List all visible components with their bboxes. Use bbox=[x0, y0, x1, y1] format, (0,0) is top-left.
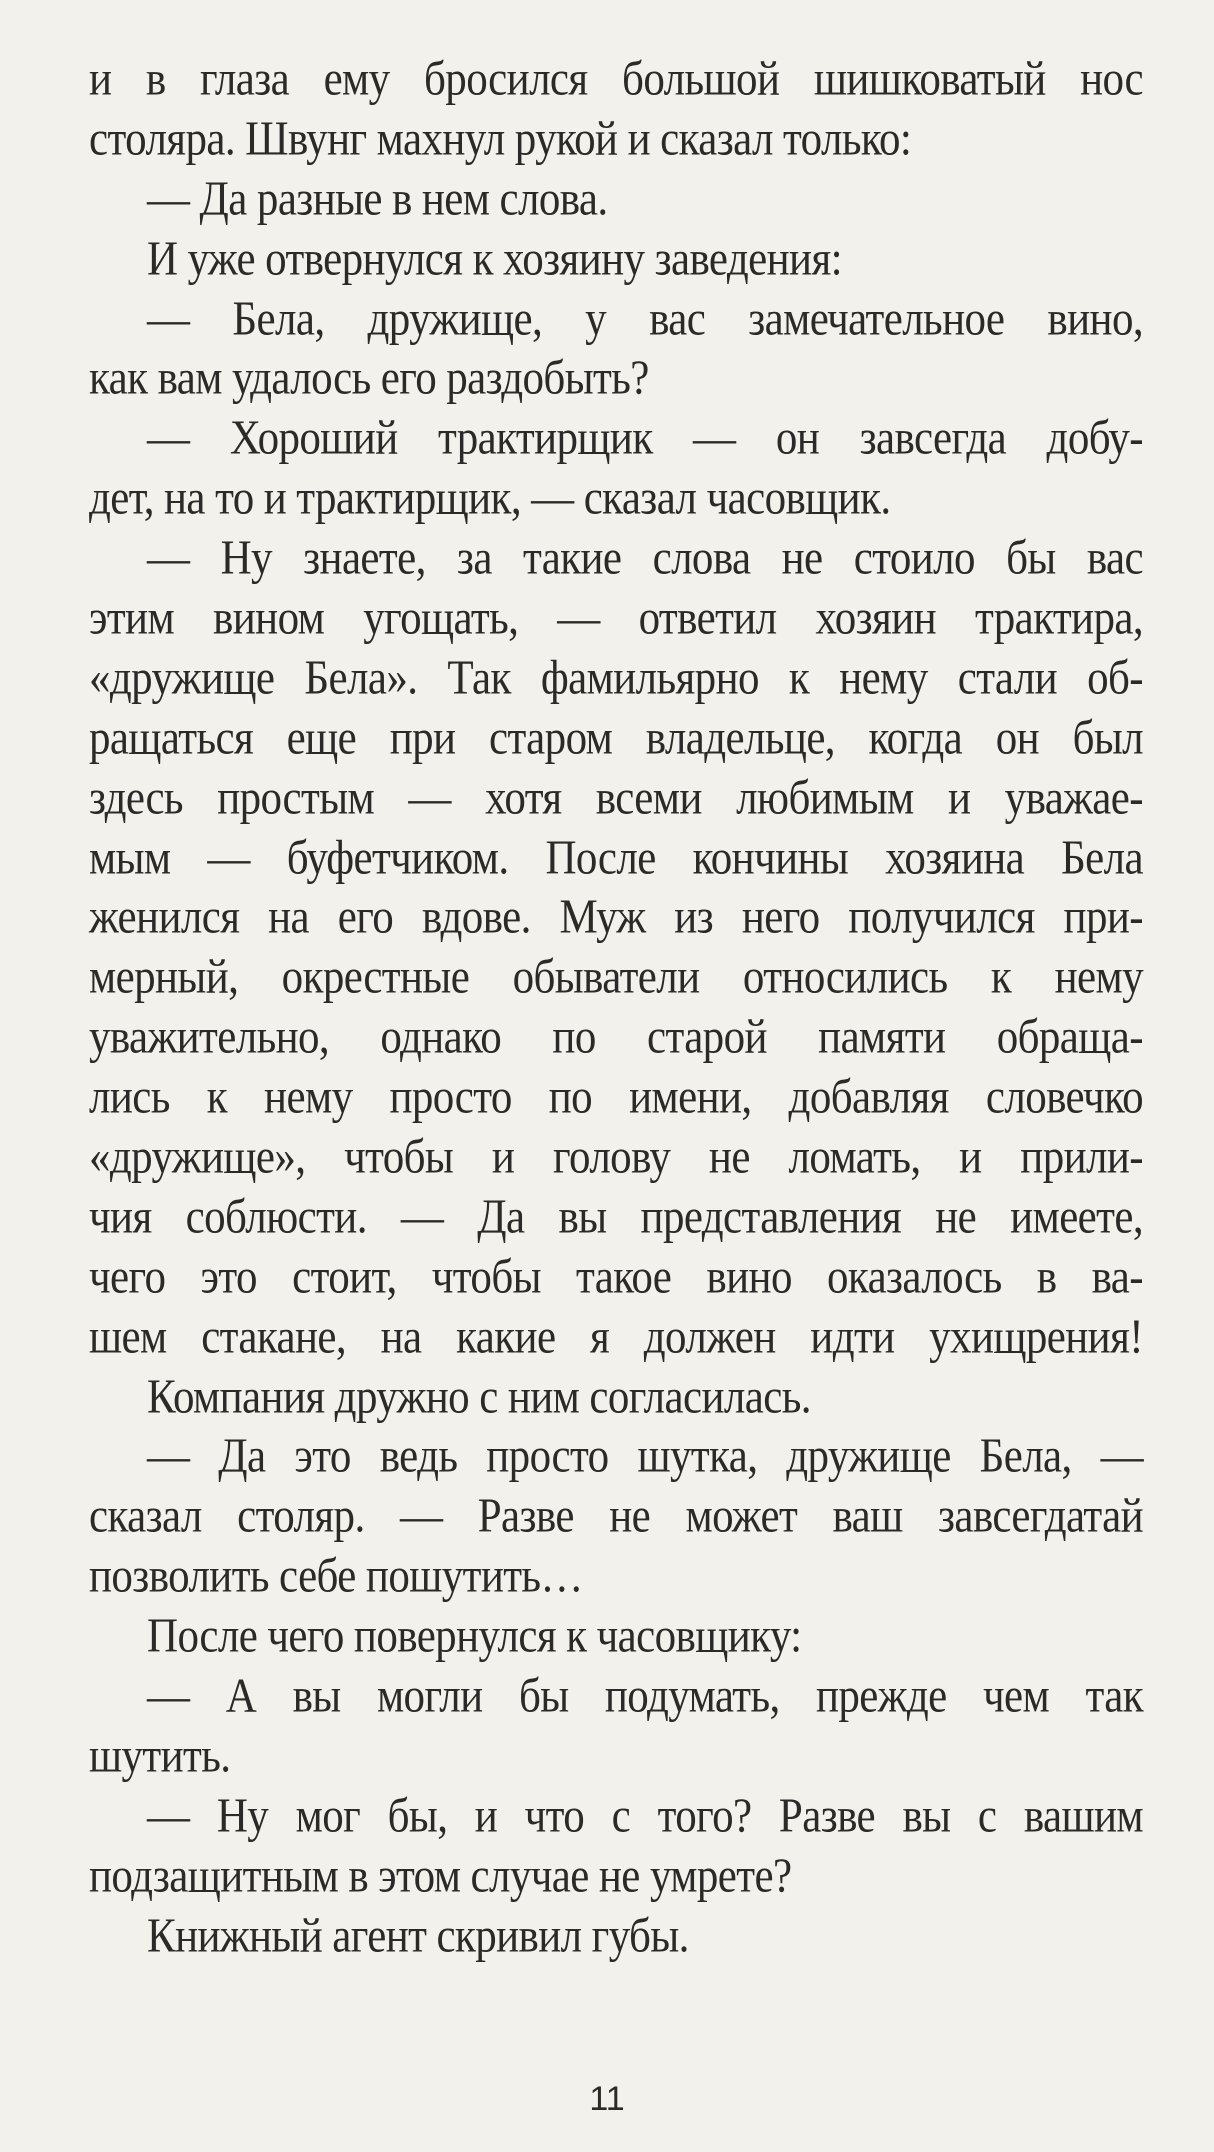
text-line: и в глаза ему бросился большой шишковатый нос bbox=[89, 53, 1143, 106]
text-line: чего это стоит, чтобы такое вино оказалось в ва- bbox=[89, 1250, 1143, 1304]
text-line: здесь простым — хотя всеми любимым и уважае- bbox=[89, 771, 1143, 825]
text-line: уважительно, однако по старой памяти обраща- bbox=[89, 1011, 1143, 1065]
text-line: — Ну знаете, за такие слова не стоило бы вас bbox=[147, 532, 1143, 585]
text-line: И уже отвернулся к хозяину заведения: bbox=[147, 232, 842, 286]
text-line: лись к нему просто по имени, добавляя словечко bbox=[89, 1071, 1143, 1124]
body-text bbox=[89, 50, 1143, 1967]
text-line: женился на его вдове. Муж из него получился при- bbox=[89, 891, 1143, 945]
text-line: сказал столяр. — Разве не может ваш завсегдатай bbox=[89, 1490, 1143, 1544]
text-line: дет, на то и трактирщик, — сказал часовщик. bbox=[89, 472, 891, 526]
text-line: «дружище Бела». Так фамильярно к нему стали об- bbox=[89, 652, 1143, 705]
text-line: позволить себе пошутить… bbox=[89, 1550, 583, 1604]
text-line: столяра. Швунг махнул рукой и сказал только: bbox=[89, 113, 912, 166]
text-line: — Да это ведь просто шутка, дружище Бела, — bbox=[147, 1430, 1143, 1484]
text-line: этим вином угощать, — ответил хозяин трактира, bbox=[89, 592, 1143, 645]
text-line: шутить. bbox=[89, 1730, 231, 1783]
text-line: — Хороший трактирщик — он завсегда добу- bbox=[147, 412, 1143, 466]
text-line: — Да разные в нем слова. bbox=[147, 172, 608, 226]
text-line: ращаться еще при старом владельце, когда он был bbox=[89, 711, 1143, 765]
page-number: 11 bbox=[589, 2080, 625, 2118]
text-line: Книжный агент скривил губы. bbox=[147, 1909, 689, 1963]
text-line: «дружище», чтобы и голову не ломать, и прили- bbox=[89, 1131, 1143, 1184]
text-line: мерный, окрестные обыватели относились к нему bbox=[89, 951, 1143, 1005]
text-line: чия соблюсти. — Да вы представления не имеете, bbox=[89, 1191, 1143, 1244]
text-line: — А вы могли бы подумать, прежде чем так bbox=[147, 1670, 1143, 1723]
text-line: мым — буфетчиком. После кончины хозяина Бела bbox=[89, 831, 1143, 885]
text-line: шем стакане, на какие я должен идти ухищрения! bbox=[89, 1310, 1143, 1364]
text-line: подзащитным в этом случае не умрете? bbox=[89, 1849, 792, 1903]
text-line: — Ну мог бы, и что с того? Разве вы с вашим bbox=[147, 1789, 1143, 1843]
text-line: как вам удалось его раздобыть? bbox=[89, 352, 649, 406]
text-line: — Бела, дружище, у вас замечательное вино, bbox=[147, 292, 1143, 346]
text-line: После чего повернулся к часовщику: bbox=[147, 1610, 802, 1663]
text-line: Компания дружно с ним согласилась. bbox=[147, 1370, 811, 1424]
